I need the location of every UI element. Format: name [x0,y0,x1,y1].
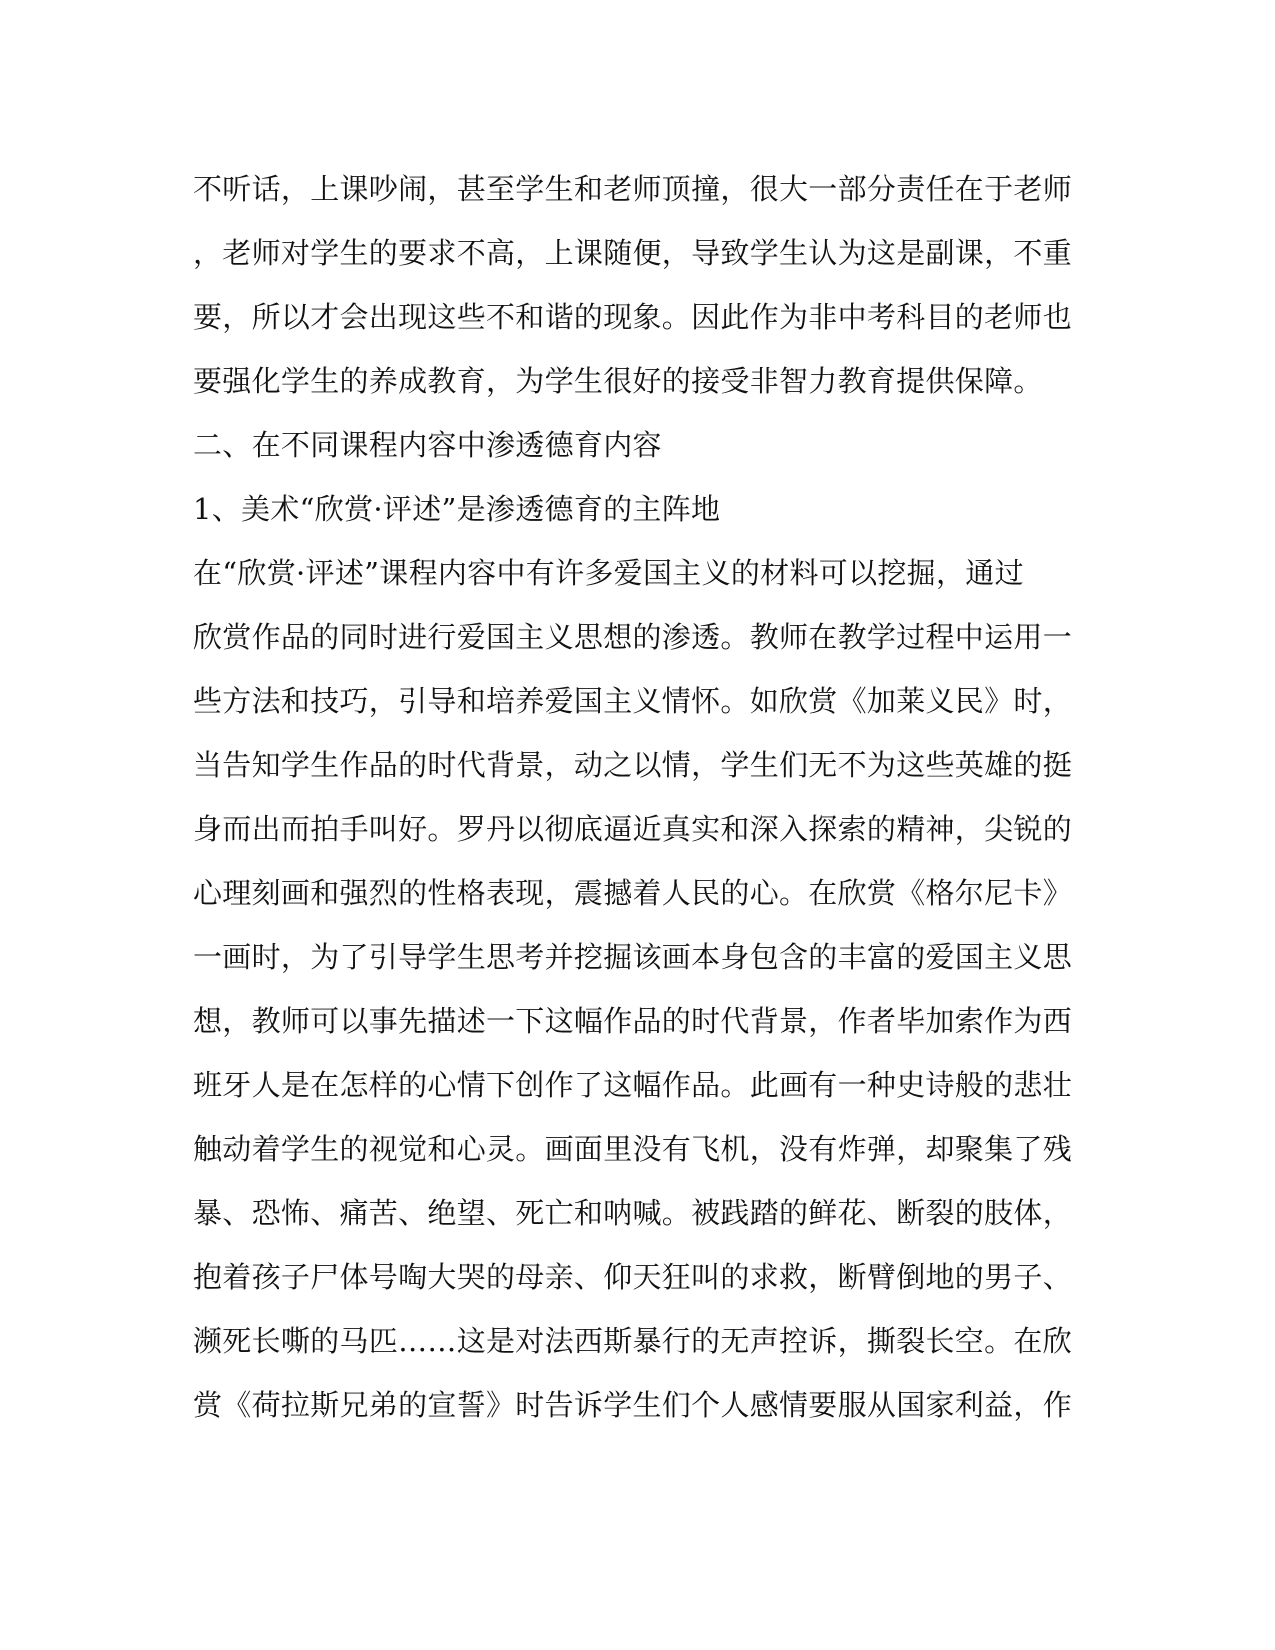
text-line: 身而出而拍手叫好。罗丹以彻底逼近真实和深入探索的精神，尖锐的 [193,812,1073,846]
text-line: ，老师对学生的要求不高，上课随便，导致学生认为这是副课，不重 [193,236,1073,270]
text-line: 触动着学生的视觉和心灵。画面里没有飞机，没有炸弹，却聚集了残 [193,1132,1073,1166]
text-line: 暴、恐怖、痛苦、绝望、死亡和呐喊。被践踏的鲜花、断裂的肢体， [193,1196,1073,1230]
text-line: 当告知学生作品的时代背景，动之以情，学生们无不为这些英雄的挺 [193,748,1073,782]
text-line: 要，所以才会出现这些不和谐的现象。因此作为非中考科目的老师也 [193,300,1073,334]
text-line: 班牙人是在怎样的心情下创作了这幅作品。此画有一种史诗般的悲壮 [193,1068,1073,1102]
text-line: 想，教师可以事先描述一下这幅作品的时代背景，作者毕加索作为西 [193,1004,1073,1038]
text-line: 要强化学生的养成教育，为学生很好的接受非智力教育提供保障。 [193,364,1043,398]
body-text [193,157,1073,1437]
subsection-heading: 1、美术“欣赏·评述”是渗透德育的主阵地 [193,492,721,526]
text-line: 些方法和技巧，引导和培养爱国主义情怀。如欣赏《加莱义民》时， [193,684,1073,718]
text-line: 不听话，上课吵闹，甚至学生和老师顶撞，很大一部分责任在于老师 [193,172,1073,206]
text-line: 濒死长嘶的马匹……这是对法西斯暴行的无声控诉，撕裂长空。在欣 [193,1324,1073,1358]
text-line: 在“欣赏·评述”课程内容中有许多爱国主义的材料可以挖掘，通过 [193,556,1024,590]
text-line: 赏《荷拉斯兄弟的宣誓》时告诉学生们个人感情要服从国家利益，作 [193,1388,1073,1422]
text-line: 欣赏作品的同时进行爱国主义思想的渗透。教师在教学过程中运用一 [193,620,1073,654]
text-line: 心理刻画和强烈的性格表现，震撼着人民的心。在欣赏《格尔尼卡》 [193,876,1073,910]
text-line: 一画时，为了引导学生思考并挖掘该画本身包含的丰富的爱国主义思 [193,940,1073,974]
section-heading: 二、在不同课程内容中渗透德育内容 [193,428,662,462]
text-line: 抱着孩子尸体号啕大哭的母亲、仰天狂叫的求救，断臂倒地的男子、 [193,1260,1073,1294]
